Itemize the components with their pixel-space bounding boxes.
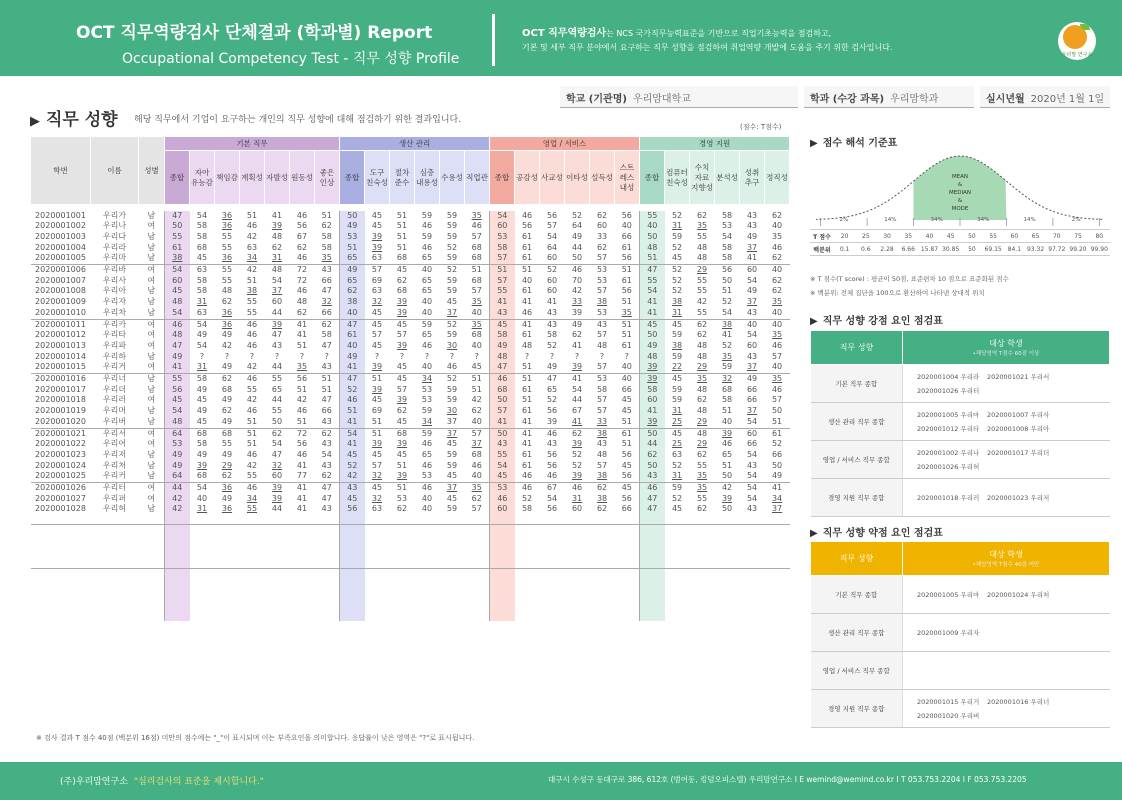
table-row xyxy=(31,586,790,595)
table-row: 2020001009 우리자 남 48 31 62 55 60 48 32 38 32 39 40 45 35 41 41 41 33 38 51 41 38 42 52 37 35 xyxy=(35,297,783,307)
table-row: 2020001017 우리더 남 56 49 68 55 65 51 51 52 39 57 53 59 51 68 61 65 54 58 66 58 59 48 68 66 46 xyxy=(35,384,783,394)
svg-text:&: & xyxy=(957,182,963,188)
table-row: 2020001005 우리마 남 38 45 36 34 31 46 35 65 63 68 65 59 68 57 61 60 50 57 56 51 45 48 58 41 62 xyxy=(31,253,790,264)
col-header: 수용성 xyxy=(440,151,465,205)
score-unit: (점수: T점수) xyxy=(740,123,782,131)
col-header-sex: 성별 xyxy=(139,137,165,205)
svg-text:MEDIAN: MEDIAN xyxy=(949,190,971,196)
table-row: 2020001018 우리러 여 45 45 49 42 44 42 47 46 45 39 53 59 42 50 51 52 44 57 45 60 59 62 58 66 57 xyxy=(35,395,783,405)
table-row xyxy=(31,559,790,568)
table-row: 2020001003 우리다 남 55 58 55 42 48 67 58 53 39 51 59 59 57 53 61 54 49 33 66 50 59 55 54 49 35 xyxy=(35,231,783,241)
report-subtitle: Occupational Competency Test - 직무 성향 Profile xyxy=(122,51,460,67)
pct-label: 14% xyxy=(1023,217,1036,223)
date-info: 실시년월 2020년 1월 1일 xyxy=(980,86,1110,108)
table-row: 2020001015 우리거 여 41 31 49 42 44 35 43 41 39 45 40 46 45 47 51 49 39 57 40 39 22 29 59 37 40 xyxy=(31,362,790,373)
pct-label: 2% xyxy=(1071,217,1081,223)
t-score-row: T 점수 20 25 30 35 40 45 50 55 60 65 70 75 80 xyxy=(810,230,1110,243)
table-row: 2020001012 우리타 여 48 49 49 46 47 41 58 61 57 57 65 59 68 58 61 58 62 57 51 50 59 62 41 54 35 xyxy=(35,330,783,340)
weakness-title: ▶ 직무 성향 약점 요인 점검표 xyxy=(810,528,943,539)
weakness-col-students: 대상 학생 •해당영역 T점수 40점 미만 xyxy=(903,542,1110,576)
score-table xyxy=(30,136,790,621)
svg-text:MEAN: MEAN xyxy=(951,174,969,180)
group-header: 기본 직무 xyxy=(165,137,340,151)
t-score-table xyxy=(810,229,1110,256)
strength-row: 영업 / 서비스 직무 종합 2020001002 우리나 2020001017 우리더 2020001026 우리허 xyxy=(811,441,1110,479)
table-row: 2020001008 우리아 남 45 58 48 38 37 46 47 62 63 68 65 59 57 55 61 60 42 57 56 54 52 55 51 49 62 xyxy=(35,286,783,296)
section-desc: 해당 직무에서 기업이 요구하는 개인의 직무 성향에 대해 점검하기 위한 결과입니다. xyxy=(134,115,462,125)
svg-text:MODE: MODE xyxy=(951,206,969,212)
table-row: 2020001021 우리서 여 64 68 68 51 62 72 62 54 51 68 59 37 57 50 41 46 62 38 61 50 45 48 39 60 61 xyxy=(31,428,790,439)
col-header: 분석성 xyxy=(715,151,740,205)
table-row xyxy=(31,595,790,604)
dept-info: 학과 (수강 과목) 우리맘학과 xyxy=(804,86,974,108)
table-row: 2020001023 우리저 남 49 49 49 46 47 46 54 45 45 45 65 59 68 55 61 56 52 48 56 62 63 62 65 54 66 xyxy=(35,449,783,459)
table-row: 2020001022 우리어 여 53 58 55 51 54 56 43 41 39 39 46 45 37 43 41 43 39 43 51 44 25 29 46 66 52 xyxy=(35,439,783,449)
table-row xyxy=(31,524,790,533)
col-header: 직업관 xyxy=(465,151,490,205)
footer-address: 대구시 수성구 동대구로 386, 612호 (범어동, 킹덤오피스텔) 우리맘연구소 I E wemind@wemind.co.kr I T 053.753.2204 I F 053.753.2205 xyxy=(548,775,1027,784)
col-header: 절차 준수 xyxy=(390,151,415,205)
table-row: 2020001001 우리가 남 47 54 36 51 41 46 51 50 45 51 59 59 35 54 46 56 52 62 56 55 52 62 58 43 62 xyxy=(35,210,783,220)
table-row: 2020001010 우리차 남 54 63 36 55 44 62 66 40 45 39 40 37 40 43 46 43 39 53 35 41 31 55 54 43 40 xyxy=(31,308,790,319)
strength-row: 기본 직무 종합 2020001004 우리라 2020001021 우리서 2020001026 우리터 xyxy=(811,365,1110,403)
col-header: 수치 자료 지향성 xyxy=(690,151,715,205)
col-header: 좋은 인상 xyxy=(315,151,340,205)
header-desc-2: 기본 및 세부 직무 분야에서 요구하는 직무 성향을 점검하여 취업역량 개발에 도움을 주기 위한 검사입니다. xyxy=(522,43,893,52)
weakness-row: 생산 관리 직무 종합 2020001009 우리자 xyxy=(811,614,1110,652)
svg-text:&: & xyxy=(957,198,963,204)
strength-col-type: 직무 성향 xyxy=(811,331,903,365)
col-header: 종합 xyxy=(165,151,190,205)
strength-title: ▶ 직무 성향 강점 요인 점검표 xyxy=(810,316,943,327)
table-row: 2020001025 우리커 남 64 68 62 55 60 77 62 42 32 39 53 45 40 45 46 46 39 38 56 43 31 35 50 54 49 xyxy=(31,471,790,482)
table-row xyxy=(31,604,790,613)
weakness-col-type: 직무 성향 xyxy=(811,542,903,576)
legend-title: ▶ 점수 해석 기준표 xyxy=(810,138,898,149)
col-header: 계획성 xyxy=(240,151,265,205)
weakness-row: 영업 / 서비스 직무 종합 xyxy=(811,652,1110,690)
col-header: 종합 xyxy=(340,151,365,205)
col-header: 책임감 xyxy=(215,151,240,205)
percentile-row: 백분위 0.1 0.6 2.28 6.66 15.87 30.85 50 69.15 84.1 93.32 97.72 99.20 99.90 xyxy=(810,243,1110,256)
col-header: 자아 유능감 xyxy=(190,151,215,205)
footnote: ※ 검사 결과 T 점수 40점 (백분위 16점) 미만의 점수에는 "_"이 표시되며 이는 부족요인을 의미합니다. 응답률이 낮은 영역은 "?"로 표시됩니다. xyxy=(36,734,475,742)
col-header: 사교성 xyxy=(540,151,565,205)
pct-label: 14% xyxy=(884,217,897,223)
strength-table xyxy=(810,330,1110,517)
col-header: 심층 내용성 xyxy=(415,151,440,205)
col-header-id: 학번 xyxy=(31,137,91,205)
strength-row: 경영 지원 직무 종합 2020001018 우리러 2020001023 우리저 xyxy=(811,479,1110,517)
t-score-note: ※ T 점수(T score) : 평균이 50점, 표준편차 10 점으로 표준화된 점수 xyxy=(810,275,1009,283)
pct-label: 2% xyxy=(839,217,849,223)
col-header: 정직성 xyxy=(765,151,790,205)
table-row: 2020001006 우리바 여 54 63 55 42 48 72 43 49 57 45 40 52 51 51 51 52 46 53 51 47 52 29 56 60 40 xyxy=(31,265,790,276)
weakness-row: 기본 직무 종합 2020001005 우리마 2020001024 우리처 xyxy=(811,576,1110,614)
col-header: 성취 추구 xyxy=(740,151,765,205)
table-row: 2020001004 우리라 남 61 68 55 63 62 62 58 51 39 51 46 52 68 58 61 64 44 62 61 48 52 48 58 37 46 xyxy=(35,242,783,252)
section-title: ▶ 직무 성향 xyxy=(30,110,118,130)
pct-label: 34% xyxy=(977,217,990,223)
footer-bar xyxy=(0,762,1122,800)
col-header: 스트 레스 내성 xyxy=(615,151,640,205)
table-row xyxy=(31,542,790,551)
group-header: 영업 / 서비스 xyxy=(490,137,640,151)
table-row xyxy=(31,533,790,542)
footer-company: (주)우리맘연구소 "심리검사의 표준을 제시합니다." xyxy=(60,777,264,787)
col-header: 컴퓨터 친숙성 xyxy=(665,151,690,205)
group-header: 경영 지원 xyxy=(640,137,790,151)
table-row: 2020001016 우리너 남 55 58 62 46 55 56 51 47 51 45 34 52 51 46 51 47 41 53 40 39 45 35 32 49 35 xyxy=(31,374,790,385)
col-header: 공감성 xyxy=(515,151,540,205)
col-header: 종합 xyxy=(640,151,665,205)
table-row: 2020001028 우리허 남 42 31 36 55 44 41 43 56 63 62 40 59 57 60 58 56 60 62 66 47 45 62 50 43 37 xyxy=(35,504,783,514)
table-row xyxy=(31,551,790,560)
table-row xyxy=(31,515,790,524)
table-row: 2020001007 우리사 여 60 58 55 51 54 72 66 65 69 62 65 59 68 57 40 60 70 53 61 55 52 55 50 54 62 xyxy=(35,275,783,285)
table-row: 2020001013 우리파 여 47 54 42 46 43 51 47 40 45 39 46 30 40 49 48 52 41 48 61 49 38 48 52 60 46 xyxy=(35,340,783,350)
weakness-table xyxy=(810,541,1110,728)
col-header: 이타성 xyxy=(565,151,590,205)
table-row: 2020001019 우리머 남 54 49 62 46 55 46 66 51 69 62 59 30 62 57 61 56 67 57 45 41 31 48 51 37 50 xyxy=(35,406,783,416)
col-header: 종합 xyxy=(490,151,515,205)
col-header: 설득성 xyxy=(590,151,615,205)
table-row: 2020001014 우리하 남 49 ? ? ? ? ? ? 49 ? ? ? ? ? 48 ? ? ? ? ? 48 59 48 35 43 57 xyxy=(35,351,783,361)
pct-label: 34% xyxy=(930,217,943,223)
table-row xyxy=(31,577,790,586)
col-header: 도구 친숙성 xyxy=(365,151,390,205)
strength-row: 생산 관리 직무 종합 2020001005 우리마 2020001007 우리사 2020001012 우리타 2020001008 우리아 xyxy=(811,403,1110,441)
header-bar xyxy=(0,0,1122,76)
school-info: 학교 (기관명) 우리맘대학교 xyxy=(560,86,798,108)
table-row: 2020001024 우리처 남 49 39 29 42 32 41 43 52 57 51 46 59 46 54 61 56 52 57 45 50 52 55 51 43 50 xyxy=(35,460,783,470)
group-header: 생산 관리 xyxy=(340,137,490,151)
strength-col-students: 대상 학생 •해당영역 T점수 60점 이상 xyxy=(903,331,1110,365)
table-row: 2020001020 우리버 남 48 45 49 51 50 51 43 41 51 45 34 37 40 41 41 39 41 33 51 39 25 29 40 54 51 xyxy=(31,417,790,428)
table-row: 2020001026 우리터 여 44 54 36 46 39 41 47 43 45 51 46 37 35 53 46 67 46 62 45 46 59 35 42 54 41 xyxy=(31,483,790,494)
table-row xyxy=(31,568,790,577)
col-header: 자발성 xyxy=(265,151,290,205)
table-row: 2020001027 우리퍼 여 42 40 49 34 39 41 47 45 32 53 40 45 62 46 52 54 31 38 56 47 52 55 39 54 34 xyxy=(35,493,783,503)
header-divider xyxy=(492,14,495,66)
table-row: 2020001011 우리카 여 46 54 36 46 39 41 62 47 45 45 59 52 35 45 41 43 49 43 51 45 45 62 38 40 40 xyxy=(31,319,790,330)
header-desc-1: OCT 직무역량검사는 NCS 국가직무능력표준을 기반으로 직업기초능력을 점검하고, xyxy=(522,28,832,39)
report-title: OCT 직무역량검사 단체결과 (학과별) Report xyxy=(76,23,433,43)
table-row xyxy=(31,612,790,621)
percentile-note: ※ 백분위: 전체 집단을 100으로 환산하여 나타낸 상대적 위치 xyxy=(810,289,985,297)
col-header-name: 이름 xyxy=(91,137,139,205)
table-row: 2020001002 우리나 여 50 58 36 46 39 56 62 49 45 51 46 59 46 60 56 57 64 60 40 40 31 35 53 43 40 xyxy=(35,221,783,231)
col-header: 원동성 xyxy=(290,151,315,205)
company-logo: 우리맘 연구소 xyxy=(1058,22,1096,60)
weakness-row: 경영 지원 직무 종합 2020001015 우리거 2020001016 우리너 2020001020 우리버 xyxy=(811,690,1110,728)
